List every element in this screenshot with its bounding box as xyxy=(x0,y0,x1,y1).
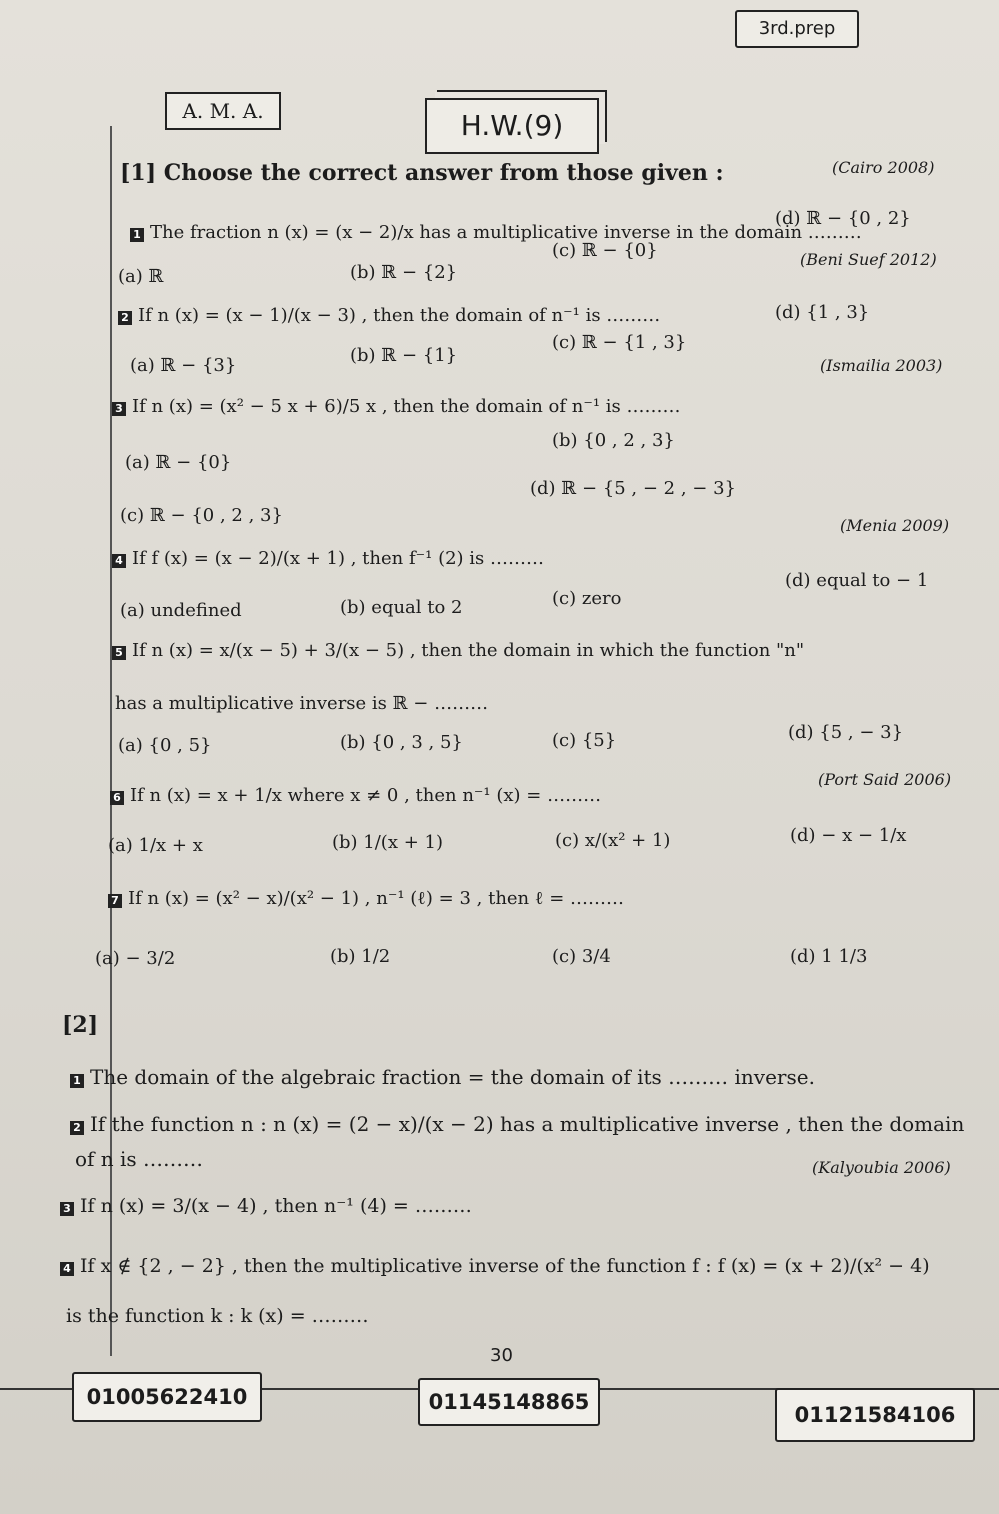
page-number: 30 xyxy=(490,1345,513,1366)
q2-option-b: (b) ℝ − {1} xyxy=(350,345,458,366)
s2-item-3: 3 If n (x) = 3/(x − 4) , then n⁻¹ (4) = ……… xyxy=(60,1195,472,1217)
s2-item-2-line2: of n is ……… xyxy=(75,1147,204,1171)
s2-item-4: 4 If x ∉ {2 , − 2} , then the multiplicative inverse of the function f : f (x) = (x + 2)/(x² − 4) xyxy=(60,1255,930,1277)
q5-option-d: (d) {5 , − 3} xyxy=(788,722,904,743)
q5-option-b: (b) {0 , 3 , 5} xyxy=(340,732,463,753)
q1-number: 1 xyxy=(130,228,144,242)
s2-item-4-line2: is the function k : k (x) = ……… xyxy=(66,1305,369,1327)
q2-option-d: (d) {1 , 3} xyxy=(775,302,870,323)
q4-option-a: (a) undefined xyxy=(120,600,242,621)
q1-source: (Cairo 2008) xyxy=(832,158,935,177)
s2-item-2-source: (Kalyoubia 2006) xyxy=(812,1158,951,1177)
q6-option-d: (d) − x − 1/x xyxy=(790,825,907,846)
q7-number: 7 xyxy=(108,894,122,908)
s2-item-2-number: 2 xyxy=(70,1121,84,1135)
q1-option-d: (d) ℝ − {0 , 2} xyxy=(775,208,911,229)
school-label: A. M. A. xyxy=(165,92,281,130)
q1-option-a: (a) ℝ xyxy=(118,266,164,287)
s2-item-1-number: 1 xyxy=(70,1074,84,1088)
q3-option-d: (d) ℝ − {5 , − 2 , − 3} xyxy=(530,478,736,499)
q6-text: 6 If n (x) = x + 1/x where x ≠ 0 , then n⁻¹ (x) = ……… xyxy=(110,785,601,806)
q6-option-b: (b) 1/(x + 1) xyxy=(332,832,443,853)
q6-source: (Port Said 2006) xyxy=(818,770,952,789)
q3-option-c: (c) ℝ − {0 , 2 , 3} xyxy=(120,505,283,526)
q5-number: 5 xyxy=(112,646,126,660)
q6-option-a: (a) 1/x + x xyxy=(108,835,203,856)
homework-title: H.W.(9) xyxy=(425,98,599,154)
q4-option-b: (b) equal to 2 xyxy=(340,597,463,618)
q4-option-d: (d) equal to − 1 xyxy=(785,570,929,591)
q2-number: 2 xyxy=(118,311,132,325)
section-2-title: [2] xyxy=(62,1012,99,1038)
q2-source: (Beni Suef 2012) xyxy=(800,250,937,269)
section-1-title: [1] Choose the correct answer from those given : xyxy=(120,160,724,186)
q3-text: 3 If n (x) = (x² − 5 x + 6)/5 x , then the domain of n⁻¹ is ……… xyxy=(112,396,681,417)
q2-text: 2 If n (x) = (x − 1)/(x − 3) , then the domain of n⁻¹ is ……… xyxy=(118,305,660,326)
q7-option-b: (b) 1/2 xyxy=(330,946,391,967)
phone-1: 01005622410 xyxy=(72,1372,262,1422)
q2-option-c: (c) ℝ − {1 , 3} xyxy=(552,332,687,353)
phone-2: 01145148865 xyxy=(418,1378,600,1426)
s2-item-4-number: 4 xyxy=(60,1262,74,1276)
left-margin-rule xyxy=(110,126,112,1356)
q3-option-b: (b) {0 , 2 , 3} xyxy=(552,430,675,451)
q1-text: 1 The fraction n (x) = (x − 2)/x has a multiplicative inverse in the domain ……… xyxy=(130,222,862,243)
s2-item-2: 2 If the function n : n (x) = (2 − x)/(x − 2) has a multiplicative inverse , then the domain xyxy=(70,1112,964,1136)
q6-number: 6 xyxy=(110,791,124,805)
q4-source: (Menia 2009) xyxy=(840,516,950,535)
q1-option-c: (c) ℝ − {0} xyxy=(552,240,658,261)
q5-text: 5 If n (x) = x/(x − 5) + 3/(x − 5) , then the domain in which the function "n" xyxy=(112,640,804,661)
q4-text: 4 If f (x) = (x − 2)/(x + 1) , then f⁻¹ (2) is ……… xyxy=(112,548,544,569)
s2-item-1: 1 The domain of the algebraic fraction = the domain of its ……… inverse. xyxy=(70,1065,815,1089)
q4-option-c: (c) zero xyxy=(552,588,622,609)
q3-source: (Ismailia 2003) xyxy=(820,356,943,375)
phone-3: 01121584106 xyxy=(775,1388,975,1442)
q5-option-a: (a) {0 , 5} xyxy=(118,735,212,756)
q5-option-c: (c) {5} xyxy=(552,730,617,751)
q1-option-b: (b) ℝ − {2} xyxy=(350,262,458,283)
q4-number: 4 xyxy=(112,554,126,568)
q7-option-d: (d) 1 1/3 xyxy=(790,946,868,967)
grade-label: 3rd.prep xyxy=(735,10,859,48)
s2-item-3-number: 3 xyxy=(60,1202,74,1216)
q7-option-a: (a) − 3/2 xyxy=(95,948,176,969)
q7-text: 7 If n (x) = (x² − x)/(x² − 1) , n⁻¹ (ℓ) = 3 , then ℓ = ……… xyxy=(108,888,624,909)
q7-option-c: (c) 3/4 xyxy=(552,946,611,967)
q2-option-a: (a) ℝ − {3} xyxy=(130,355,237,376)
q3-option-a: (a) ℝ − {0} xyxy=(125,452,232,473)
q6-option-c: (c) x/(x² + 1) xyxy=(555,830,671,851)
q3-number: 3 xyxy=(112,402,126,416)
q5-text-line2: has a multiplicative inverse is ℝ − ……… xyxy=(115,693,489,714)
